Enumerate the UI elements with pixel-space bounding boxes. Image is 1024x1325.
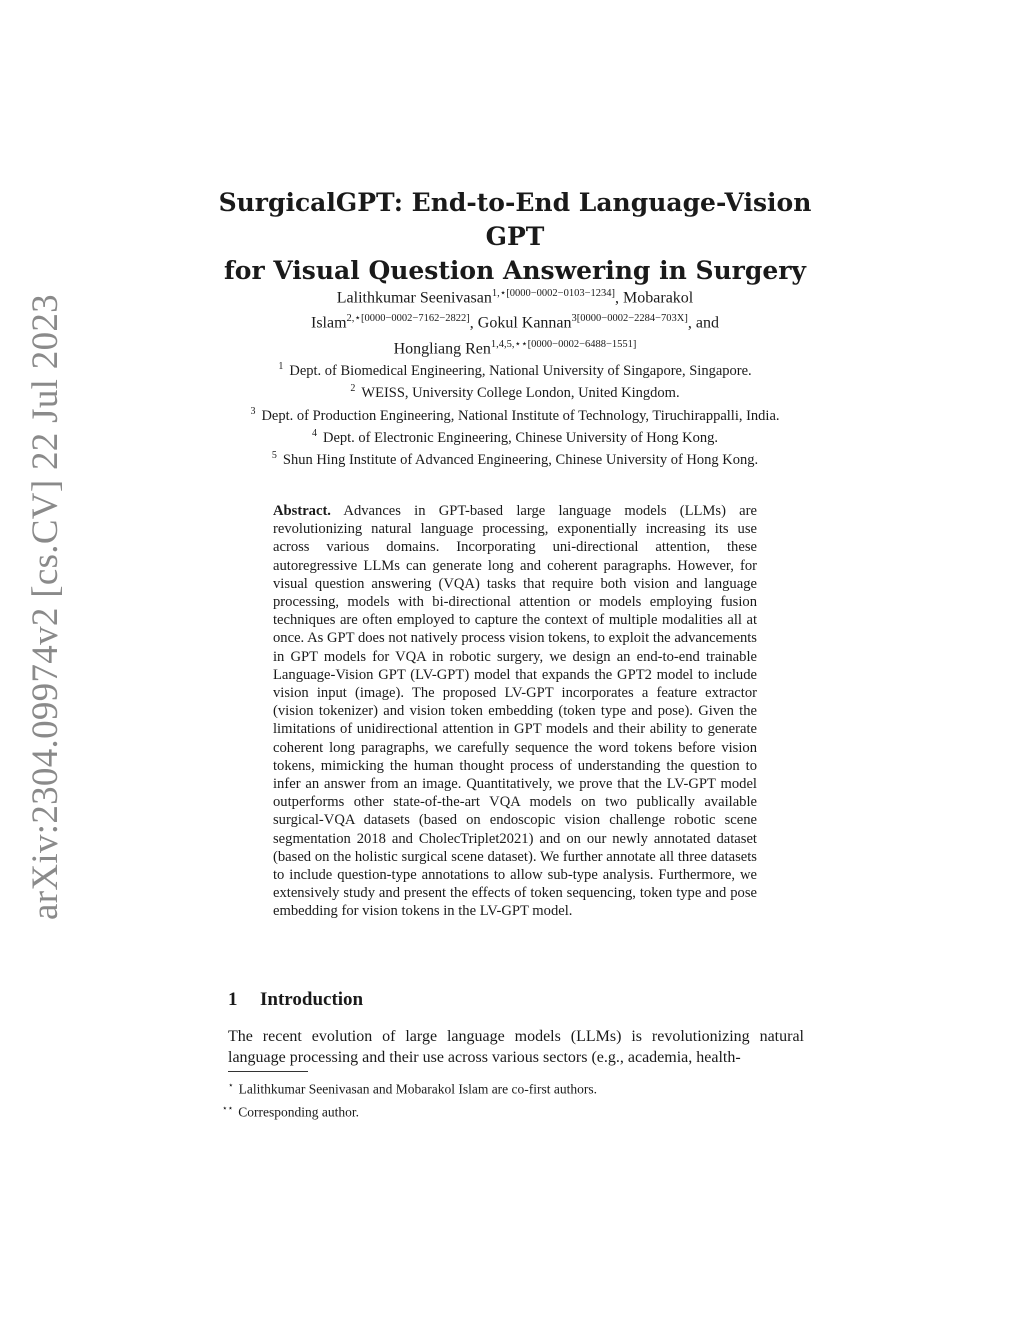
abstract (273, 502, 757, 921)
affiliation (218, 447, 812, 469)
footnote-text: Lalithkumar Seenivasan and Mobarakol Islam are co-first authors. (238, 1081, 598, 1097)
abstract-label: Abstract. (273, 503, 331, 519)
affiliation-number: 5 (271, 450, 277, 462)
author-conjunction: and (695, 314, 719, 332)
affiliation-text: Shun Hing Institute of Advanced Engineering, Chinese University of Hong Kong. (282, 452, 759, 469)
affiliation-number: 2 (350, 383, 356, 395)
author-name: Mobarakol (623, 289, 694, 307)
affiliation-list (218, 358, 812, 470)
footnotes (222, 1076, 804, 1121)
affiliation-text: WEISS, University College London, United Kingdom. (361, 385, 680, 402)
section-title: Introduction (260, 989, 364, 1010)
author-list: Lalithkumar Seenivasan$^{1,⋆[0000-0002-0103-1234]}$, Mobarakol Islam$^{2,⋆[0000-0002-7162-2822]}$, Gokul Kannan$^{3[0000-0002-2284-703X]}$, and Hongliang Ren$^{1,4,5,⋆⋆[0000-0002-6488-1551]}$ (311, 288, 719, 357)
section-heading (228, 989, 363, 1011)
footnote-text: Corresponding author. (238, 1104, 360, 1119)
intro-paragraph: The recent evolution of large language models (LLMs) is revolutionizing natural language processing and their use across various sectors (e.g., academia, health- (228, 1028, 804, 1066)
footnote (228, 1076, 804, 1099)
section-number: 1 (228, 989, 238, 1010)
title-line-1: SurgicalGPT: End-to-End Language-Vision GPT (218, 188, 812, 251)
affiliation (218, 358, 812, 380)
affiliation-text: Dept. of Electronic Engineering, Chinese University of Hong Kong. (322, 429, 719, 446)
affiliation (218, 403, 812, 425)
author-orcid: 3[0000−0002−2284−703X] (571, 313, 688, 325)
affiliation (218, 425, 812, 447)
author-orcid: 1,4,5,⋆⋆[0000−0002−6488−1551] (490, 338, 637, 350)
author-orcid: 1,⋆[0000−0002−0103−1234] (491, 288, 616, 299)
paper-title (200, 186, 830, 288)
affiliation (218, 380, 812, 402)
footnote-mark: ⋆ (228, 1080, 234, 1090)
author-name: Gokul Kannan (477, 314, 572, 332)
footnote-mark: ⋆⋆ (222, 1102, 234, 1113)
affiliation-text: Dept. of Biomedical Engineering, National University of Singapore, Singapore. (289, 362, 752, 379)
affiliation-number: 1 (278, 361, 284, 372)
author-name: Hongliang Ren (393, 339, 491, 357)
footnote (222, 1099, 804, 1122)
title-line-2: for Visual Question Answering in Surgery (224, 256, 806, 285)
affiliation-number: 3 (250, 405, 256, 417)
arxiv-identifier: arXiv:2304.09974v2 [cs.CV] 22 Jul 2023 (25, 294, 66, 920)
affiliation-number: 4 (311, 427, 317, 439)
author-name: Lalithkumar Seenivasan (336, 289, 492, 307)
footnote-rule (228, 1071, 308, 1072)
abstract-text: Advances in GPT-based large language models (LLMs) are revolutionizing natural language processing, exponentially increasing its use across various domains. Incorporating uni-directional attention, these autoregressive LLMs can generate long and coherent paragraphs. However, for visual question answering (VQA) tasks that require both vision and language processing, models with bi-directional attention or models employing fusion techniques are often employed to capture the context of multiple modalities all at once. As GPT does not natively process vision tokens, to exploit the advancements in GPT models for VQA in robotic surgery, we design an end-to-end trainable Language-Vision GPT (LV-GPT) model that expands the GPT2 model to include vision input (image). The proposed LV-GPT incorporates a feature extractor (vision tokenizer) and vision token embedding (token type and pose). Given the limitations of unidirectional attention in GPT models and their ability to generate coherent long paragraphs, we carefully sequence the word tokens before vision tokens, mimicking the human thought process of understanding the question to infer an answer from an image. Quantitatively, we prove that the LV-GPT model outperforms other state-of-the-art VQA models on two publically available surgical-VQA datasets (based on endoscopic vision challenge robotic scene segmentation 2018 and CholecTriplet2021) and on our newly annotated dataset (based on the holistic surgical scene dataset). We further annotate all three datasets to include question-type annotations to allow sub-type analysis. Furthermore, we extensively study and present the effects of token sequencing, token type and pose embedding for vision tokens in the LV-GPT model. (273, 503, 757, 920)
author-orcid: 2,⋆[0000−0002−7162−2822] (346, 313, 470, 325)
author-name: Islam (311, 314, 347, 332)
affiliation-text: Dept. of Production Engineering, National Institute of Technology, Tiruchirappalli, India. (261, 407, 780, 424)
